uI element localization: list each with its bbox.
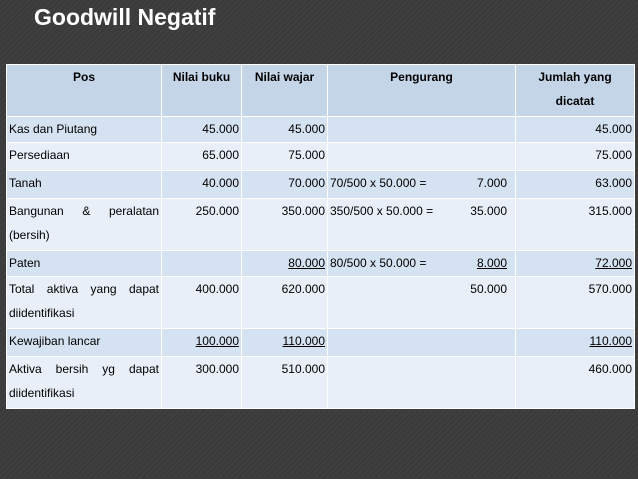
pos-cell: Kewajiban lancar: [7, 329, 162, 357]
nilai-wajar-value: 110.000: [282, 334, 325, 348]
pengurang-formula: 80/500 x 50.000 =: [330, 256, 427, 270]
pengurang-cell: [328, 357, 516, 409]
pos-cell: Aktiva bersih yg dapat diidentifikasi: [7, 357, 162, 409]
dicatat-value: 72.000: [595, 256, 632, 270]
nilai-buku-cell: [162, 329, 242, 357]
pos-cell: Total aktiva yang dapat diidentifikasi: [7, 277, 162, 329]
pengurang-amount: 8.000: [476, 256, 507, 270]
pengurang-cell: [328, 251, 516, 277]
nilai-buku-cell: 40.000: [162, 171, 242, 199]
dicatat-cell: 75.000: [516, 143, 635, 171]
table-row: [7, 251, 635, 277]
table-row: [7, 117, 635, 143]
header-row: [7, 65, 635, 117]
nilai-buku-cell: 250.000: [162, 199, 242, 251]
pengurang-cell: [328, 143, 516, 171]
nilai-wajar-cell: 350.000: [242, 199, 328, 251]
header-pos: Pos: [7, 65, 162, 117]
nilai-buku-cell: 400.000: [162, 277, 242, 329]
pengurang-formula: 350/500 x 50.000 =: [330, 204, 434, 218]
pos-cell: Paten: [7, 251, 162, 277]
table-row: [7, 143, 635, 171]
nilai-buku-cell: 65.000: [162, 143, 242, 171]
pengurang-cell: [328, 199, 516, 251]
dicatat-cell: 315.000: [516, 199, 635, 251]
table-row: [7, 329, 635, 357]
nilai-wajar-cell: [242, 329, 328, 357]
dicatat-cell: [516, 251, 635, 277]
dicatat-cell: 63.000: [516, 171, 635, 199]
slide-title: Goodwill Negatif: [34, 4, 216, 30]
dicatat-cell: 570.000: [516, 277, 635, 329]
pengurang-cell: [328, 171, 516, 199]
pos-cell: Tanah: [7, 171, 162, 199]
table-row: [7, 171, 635, 199]
pengurang-formula: 70/500 x 50.000 =: [330, 176, 427, 190]
pos-cell: Persediaan: [7, 143, 162, 171]
header-nilai-buku: Nilai buku: [162, 65, 242, 117]
dicatat-cell: 460.000: [516, 357, 635, 409]
goodwill-table: [6, 64, 635, 409]
pengurang-cell: [328, 329, 516, 357]
nilai-wajar-cell: 510.000: [242, 357, 328, 409]
dicatat-cell: 45.000: [516, 117, 635, 143]
nilai-buku-value: 100.000: [195, 334, 239, 348]
nilai-buku-cell: [162, 251, 242, 277]
nilai-wajar-cell: [242, 251, 328, 277]
dicatat-cell: [516, 329, 635, 357]
pengurang-cell: [328, 117, 516, 143]
nilai-wajar-cell: 620.000: [242, 277, 328, 329]
pengurang-amount: 7.000: [476, 176, 507, 190]
nilai-wajar-cell: 75.000: [242, 143, 328, 171]
pengurang-amount: 35.000: [470, 204, 507, 218]
nilai-wajar-cell: 45.000: [242, 117, 328, 143]
header-pengurang: Pengurang: [328, 65, 516, 117]
pengurang-amount: 50.000: [470, 282, 507, 296]
table-row: [7, 357, 635, 409]
pos-cell: Kas dan Piutang: [7, 117, 162, 143]
header-jumlah: Jumlah yang dicatat: [516, 65, 635, 117]
table-row: [7, 277, 635, 329]
nilai-buku-cell: 45.000: [162, 117, 242, 143]
nilai-buku-cell: 300.000: [162, 357, 242, 409]
table-row: [7, 199, 635, 251]
header-nilai-wajar: Nilai wajar: [242, 65, 328, 117]
nilai-wajar-cell: 70.000: [242, 171, 328, 199]
dicatat-value: 110.000: [589, 334, 632, 348]
pengurang-cell: [328, 277, 516, 329]
nilai-wajar-value: 80.000: [288, 256, 325, 270]
pos-cell: Bangunan & peralatan (bersih): [7, 199, 162, 251]
